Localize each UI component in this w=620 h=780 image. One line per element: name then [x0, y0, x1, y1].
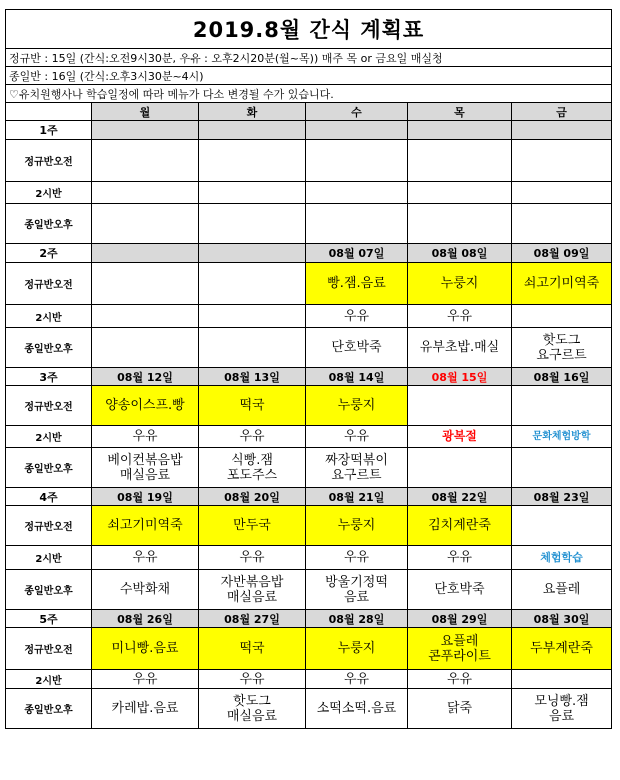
two-menu-fri: [512, 670, 612, 689]
morning-menu-thu: 누룽지: [408, 263, 512, 305]
morning-menu-tue: [199, 140, 306, 182]
two-menu-thu: 우유: [408, 305, 512, 328]
afternoon-menu-wed: 소떡소떡.음료: [306, 689, 408, 729]
afternoon-menu-thu: 닭죽: [408, 689, 512, 729]
afternoon-menu-thu: 단호박죽: [408, 570, 512, 610]
two-menu-thu: 우유: [408, 546, 512, 570]
day-header-mon: 월: [92, 103, 199, 121]
date-cell-fri: 08월 30일: [512, 610, 612, 628]
date-cell-mon: 08월 26일: [92, 610, 199, 628]
afternoon-menu-tue: 자반볶음밥 매실음료: [199, 570, 306, 610]
row-label-afternoon: 종일반오후: [6, 448, 92, 488]
date-cell-thu: 08월 15일: [408, 368, 512, 386]
date-cell-wed: [306, 121, 408, 140]
day-header-fri: 금: [512, 103, 612, 121]
afternoon-menu-fri: 핫도그 요구르트: [512, 328, 612, 368]
row-label-morning: 정규반오전: [6, 140, 92, 182]
two-menu-wed: 우유: [306, 305, 408, 328]
two-menu-fri: [512, 182, 612, 204]
date-cell-tue: 08월 20일: [199, 488, 306, 506]
date-cell-fri: 08월 16일: [512, 368, 612, 386]
date-cell-tue: 08월 27일: [199, 610, 306, 628]
two-menu-fri: 체험학습: [512, 546, 612, 570]
morning-menu-wed: 누룽지: [306, 506, 408, 546]
header-corner: [6, 103, 92, 121]
date-cell-wed: 08월 07일: [306, 244, 408, 263]
page-title: 2019.8월 간식 계획표: [6, 10, 612, 49]
row-label-two: 2시반: [6, 546, 92, 570]
morning-menu-fri: 쇠고기미역죽: [512, 263, 612, 305]
afternoon-menu-mon: 베이컨볶음밥 매실음료: [92, 448, 199, 488]
two-menu-fri: [512, 305, 612, 328]
morning-menu-mon: 미니빵.음료: [92, 628, 199, 670]
morning-menu-mon: [92, 140, 199, 182]
two-menu-mon: 우유: [92, 546, 199, 570]
two-menu-thu: 우유: [408, 670, 512, 689]
week-label: 4주: [6, 488, 92, 506]
date-cell-thu: [408, 121, 512, 140]
date-cell-fri: [512, 121, 612, 140]
date-cell-wed: 08월 28일: [306, 610, 408, 628]
week-label: 3주: [6, 368, 92, 386]
morning-menu-mon: [92, 263, 199, 305]
day-header-thu: 목: [408, 103, 512, 121]
afternoon-menu-fri: [512, 448, 612, 488]
day-header-tue: 화: [199, 103, 306, 121]
two-menu-tue: [199, 182, 306, 204]
morning-menu-wed: 누룽지: [306, 386, 408, 426]
two-menu-wed: 우유: [306, 670, 408, 689]
row-label-two: 2시반: [6, 182, 92, 204]
two-menu-thu: [408, 182, 512, 204]
two-menu-fri: 문화체험방학: [512, 426, 612, 448]
afternoon-menu-thu: 유부초밥.매실: [408, 328, 512, 368]
two-menu-thu: 광복절: [408, 426, 512, 448]
week-label: 2주: [6, 244, 92, 263]
afternoon-menu-tue: [199, 328, 306, 368]
afternoon-menu-mon: 카레밥.음료: [92, 689, 199, 729]
date-cell-mon: 08월 12일: [92, 368, 199, 386]
two-menu-mon: 우유: [92, 670, 199, 689]
afternoon-menu-wed: 방울기정떡 음료: [306, 570, 408, 610]
morning-menu-tue: 떡국: [199, 386, 306, 426]
week-label: 1주: [6, 121, 92, 140]
row-label-afternoon: 종일반오후: [6, 328, 92, 368]
two-menu-tue: 우유: [199, 670, 306, 689]
afternoon-menu-wed: [306, 204, 408, 244]
morning-menu-thu: 김치계란죽: [408, 506, 512, 546]
afternoon-menu-fri: [512, 204, 612, 244]
day-header-wed: 수: [306, 103, 408, 121]
two-menu-tue: 우유: [199, 546, 306, 570]
morning-menu-thu: [408, 386, 512, 426]
afternoon-menu-mon: [92, 204, 199, 244]
info-line-regular: 정규반 : 15일 (간식:오전9시30분, 우유 : 오후2시20분(월~목)) 매주 목 or 금요일 매실청: [6, 49, 612, 67]
two-menu-mon: 우유: [92, 426, 199, 448]
afternoon-menu-thu: [408, 204, 512, 244]
two-menu-mon: [92, 182, 199, 204]
row-label-two: 2시반: [6, 426, 92, 448]
morning-menu-thu: [408, 140, 512, 182]
afternoon-menu-tue: [199, 204, 306, 244]
date-cell-mon: [92, 244, 199, 263]
row-label-afternoon: 종일반오후: [6, 204, 92, 244]
row-label-afternoon: 종일반오후: [6, 570, 92, 610]
afternoon-menu-fri: 모닝빵.잼 음료: [512, 689, 612, 729]
two-menu-wed: [306, 182, 408, 204]
morning-menu-fri: [512, 506, 612, 546]
afternoon-menu-wed: 단호박죽: [306, 328, 408, 368]
two-menu-wed: 우유: [306, 546, 408, 570]
two-menu-tue: [199, 305, 306, 328]
two-menu-tue: 우유: [199, 426, 306, 448]
date-cell-thu: 08월 08일: [408, 244, 512, 263]
afternoon-menu-thu: [408, 448, 512, 488]
date-cell-thu: 08월 29일: [408, 610, 512, 628]
date-cell-wed: 08월 14일: [306, 368, 408, 386]
two-menu-wed: 우유: [306, 426, 408, 448]
morning-menu-wed: 빵.잼.음료: [306, 263, 408, 305]
date-cell-tue: [199, 121, 306, 140]
date-cell-tue: 08월 13일: [199, 368, 306, 386]
morning-menu-mon: 양송이스프.빵: [92, 386, 199, 426]
morning-menu-wed: [306, 140, 408, 182]
row-label-afternoon: 종일반오후: [6, 689, 92, 729]
morning-menu-thu: 요플레 콘푸라이트: [408, 628, 512, 670]
morning-menu-wed: 누룽지: [306, 628, 408, 670]
afternoon-menu-wed: 짜장떡볶이 요구르트: [306, 448, 408, 488]
date-cell-tue: [199, 244, 306, 263]
date-cell-wed: 08월 21일: [306, 488, 408, 506]
info-line-allday: 종일반 : 16일 (간식:오후3시30분~4시): [6, 67, 612, 85]
morning-menu-tue: [199, 263, 306, 305]
date-cell-fri: 08월 09일: [512, 244, 612, 263]
morning-menu-fri: [512, 386, 612, 426]
row-label-morning: 정규반오전: [6, 386, 92, 426]
date-cell-fri: 08월 23일: [512, 488, 612, 506]
two-menu-mon: [92, 305, 199, 328]
morning-menu-fri: [512, 140, 612, 182]
afternoon-menu-tue: 핫도그 매실음료: [199, 689, 306, 729]
afternoon-menu-mon: [92, 328, 199, 368]
snack-plan-table: [5, 9, 612, 729]
afternoon-menu-mon: 수박화채: [92, 570, 199, 610]
afternoon-menu-tue: 식빵.잼 포도주스: [199, 448, 306, 488]
row-label-morning: 정규반오전: [6, 628, 92, 670]
info-line-notice: ♡유치원행사나 학습일정에 따라 메뉴가 다소 변경될 수가 있습니다.: [6, 85, 612, 103]
row-label-morning: 정규반오전: [6, 506, 92, 546]
row-label-morning: 정규반오전: [6, 263, 92, 305]
date-cell-mon: [92, 121, 199, 140]
morning-menu-tue: 떡국: [199, 628, 306, 670]
row-label-two: 2시반: [6, 305, 92, 328]
date-cell-thu: 08월 22일: [408, 488, 512, 506]
afternoon-menu-fri: 요플레: [512, 570, 612, 610]
weeks-body: [6, 121, 612, 729]
morning-menu-fri: 두부계란죽: [512, 628, 612, 670]
morning-menu-mon: 쇠고기미역죽: [92, 506, 199, 546]
week-label: 5주: [6, 610, 92, 628]
row-label-two: 2시반: [6, 670, 92, 689]
date-cell-mon: 08월 19일: [92, 488, 199, 506]
morning-menu-tue: 만두국: [199, 506, 306, 546]
